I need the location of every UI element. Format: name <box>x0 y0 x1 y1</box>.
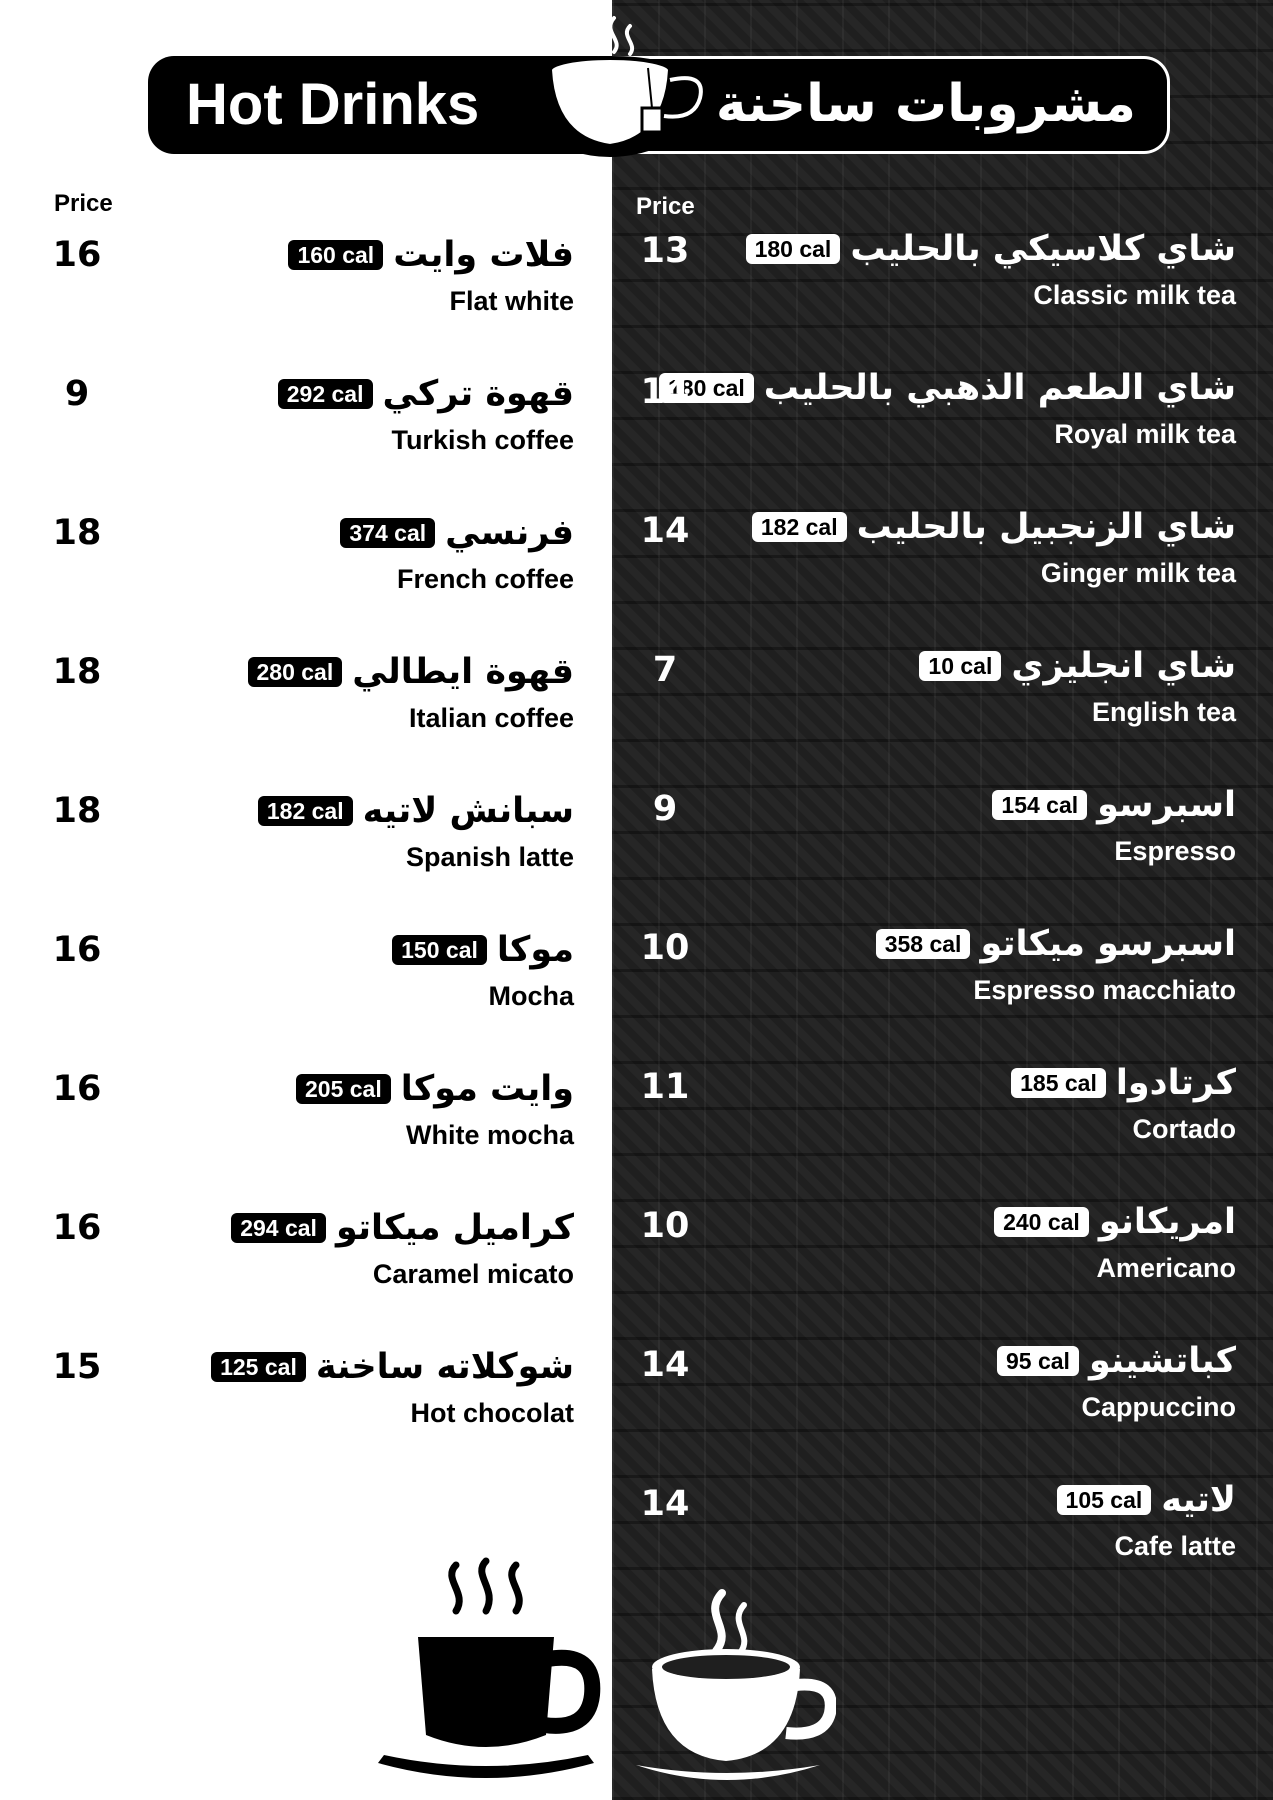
tea-cup-icon <box>540 8 710 158</box>
item-name-english: Royal milk tea <box>1054 419 1236 449</box>
item-price: 16 <box>52 235 102 275</box>
item-name-arabic: كراميل ميكاتو <box>335 1208 574 1248</box>
coffee-cup-icon <box>378 1555 602 1785</box>
calorie-badge: 154 cal <box>992 790 1087 820</box>
item-name-english: Spanish latte <box>405 842 574 872</box>
item-name-english: Cortado <box>1132 1114 1236 1144</box>
item-price: 14 <box>640 1484 690 1524</box>
item-price: 16 <box>52 930 102 970</box>
item-name-english: French coffee <box>396 564 574 594</box>
item-name-english: Cafe latte <box>1114 1531 1236 1561</box>
item-price: 16 <box>52 1069 102 1109</box>
item-name-english: English tea <box>1091 697 1236 727</box>
item-name-english: Americano <box>1096 1253 1236 1283</box>
item-name-english: Flat white <box>449 286 574 316</box>
item-name-arabic: شاي انجليزي <box>1011 646 1236 686</box>
item-name-english: White mocha <box>405 1120 574 1150</box>
item-name-arabic: فرنسي <box>445 513 574 553</box>
item-price: 10 <box>640 928 690 968</box>
item-name-english: Espresso <box>1114 836 1236 866</box>
calorie-badge: 294 cal <box>231 1213 326 1243</box>
item-name-arabic: قهوة ايطالي <box>352 652 574 692</box>
item-name-arabic: شوكلاته ساخنة <box>315 1347 574 1387</box>
item-name-arabic: موكا <box>496 930 574 970</box>
item-name-arabic: كرتادوا <box>1115 1063 1236 1103</box>
item-price: 9 <box>64 374 90 414</box>
item-name-arabic: اسبرسو <box>1097 785 1236 825</box>
item-name-arabic: اسبرسو ميكاتو <box>980 924 1236 964</box>
price-header-right: Price <box>636 193 695 220</box>
item-price: 14 <box>640 1345 690 1385</box>
item-name-arabic: شاي الطعم الذهبي بالحليب <box>763 368 1236 408</box>
calorie-badge: 292 cal <box>278 379 373 409</box>
item-price: 9 <box>652 789 678 829</box>
item-name-english: Ginger milk tea <box>1040 558 1236 588</box>
calorie-badge: 150 cal <box>392 935 487 965</box>
item-name-arabic: شاي كلاسيكي بالحليب <box>850 229 1236 269</box>
calorie-badge: 125 cal <box>211 1352 306 1382</box>
item-name-arabic: سبانش لاتيه <box>362 791 574 831</box>
calorie-badge: 358 cal <box>876 929 971 959</box>
calorie-badge: 160 cal <box>288 240 383 270</box>
item-price: 14 <box>640 372 690 412</box>
item-name-arabic: امريكانو <box>1098 1202 1236 1242</box>
item-price: 18 <box>52 791 102 831</box>
calorie-badge: 205 cal <box>296 1074 391 1104</box>
calorie-badge: 280 cal <box>248 657 343 687</box>
item-name-english: Cappuccino <box>1081 1392 1236 1422</box>
item-price: 13 <box>640 231 690 271</box>
page-title-arabic: مشروبات ساخنة <box>715 74 1136 134</box>
item-price: 14 <box>640 511 690 551</box>
item-price: 10 <box>640 1206 690 1246</box>
item-name-english: Classic milk tea <box>1033 280 1236 310</box>
item-name-arabic: كباتشينو <box>1088 1341 1236 1381</box>
page-title-english: Hot Drinks <box>186 72 480 137</box>
item-name-english: Italian coffee <box>408 703 574 733</box>
item-name-english: Turkish coffee <box>391 425 574 455</box>
item-name-arabic: وايت موكا <box>400 1069 574 1109</box>
item-name-arabic: قهوة تركي <box>382 374 574 414</box>
item-name-english: Mocha <box>488 981 574 1011</box>
calorie-badge: 182 cal <box>752 512 847 542</box>
calorie-badge: 374 cal <box>340 518 435 548</box>
item-name-english: Espresso macchiato <box>973 975 1236 1005</box>
item-name-arabic: لاتيه <box>1161 1480 1236 1520</box>
calorie-badge: 180 cal <box>659 373 754 403</box>
item-price: 18 <box>52 513 102 553</box>
calorie-badge: 10 cal <box>919 651 1001 681</box>
item-name-arabic: شاي الزنجبيل بالحليب <box>856 507 1236 547</box>
item-price: 7 <box>652 650 678 690</box>
price-header-left: Price <box>54 190 113 217</box>
coffee-cup-icon <box>636 1585 836 1785</box>
item-name-english: Hot chocolat <box>410 1398 574 1428</box>
calorie-badge: 185 cal <box>1011 1068 1106 1098</box>
calorie-badge: 105 cal <box>1057 1485 1152 1515</box>
item-price: 18 <box>52 652 102 692</box>
item-name-arabic: فلات وايت <box>393 235 574 275</box>
calorie-badge: 240 cal <box>994 1207 1089 1237</box>
item-price: 11 <box>640 1067 690 1107</box>
item-price: 16 <box>52 1208 102 1248</box>
item-price: 15 <box>52 1347 102 1387</box>
calorie-badge: 95 cal <box>997 1346 1079 1376</box>
calorie-badge: 182 cal <box>258 796 353 826</box>
calorie-badge: 180 cal <box>746 234 841 264</box>
item-name-english: Caramel micato <box>372 1259 574 1289</box>
